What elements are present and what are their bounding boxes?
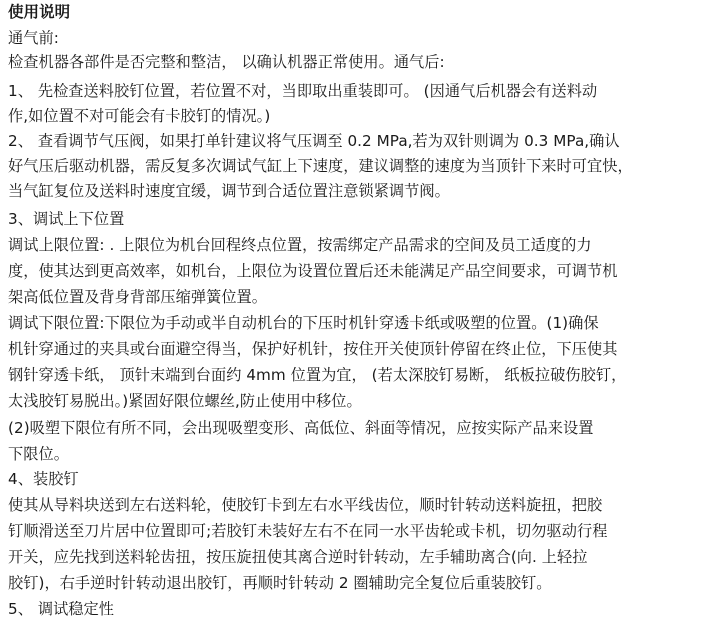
paragraph-line: 调试上限位置: . 上限位为机台回程终点位置，按需绑定产品需求的空间及员工适度的力 bbox=[8, 236, 592, 254]
paragraph-line: 检查机器各部件是否完整和整洁， 以确认机器正常使用。通气后: bbox=[8, 53, 445, 71]
section-heading: 4、装胶钉 bbox=[8, 470, 79, 488]
paragraph-line: 钢针穿透卡纸， 顶针末端到台面约 4mm 位置为宜， (若太深胶钉易断， 纸板拉破伤胶钉， bbox=[8, 366, 627, 384]
paragraph-line: 下限位。 bbox=[8, 445, 69, 463]
paragraph-line: 好气压后驱动机器，需反复多次调试气缸上下速度，建议调整的速度为当顶针下来时可宜快， bbox=[8, 157, 633, 175]
paragraph-line: 开关，应先找到送料轮齿扭，按压旋扭使其离合逆时针转动，左手辅助离合(向. 上轻拉 bbox=[8, 548, 588, 566]
paragraph-line: 机针穿通过的夹具或台面避空得当，保护好机针，按住开关使顶针停留在终止位，下压使其 bbox=[8, 340, 618, 358]
paragraph-line: 1、 先检查送料胶钉位置，若位置不对，当即取出重装即可。 (因通气后机器会有送料动 bbox=[8, 82, 598, 100]
paragraph-line: 度，使其达到更高效率，如机台，上限位为设置位置后还未能满足产品空间要求，可调节机 bbox=[8, 262, 618, 280]
section-heading: 3、调试上下位置 bbox=[8, 210, 125, 228]
paragraph-line: 当气缸复位及送料时速度宜缓，调节到合适位置注意锁紧调节阀。 bbox=[8, 182, 450, 200]
paragraph-line: 作,如位置不对可能会有卡胶钉的情况。) bbox=[8, 107, 271, 125]
paragraph-line: 太浅胶钉易脱出。)紧固好限位螺丝,防止使用中移位。 bbox=[8, 392, 362, 410]
paragraph-line: 架高低位置及背身背部压缩弹簧位置。 bbox=[8, 288, 268, 306]
paragraph-line: (2)吸塑下限位有所不同，会出现吸塑变形、高低位、斜面等情况，应按实际产品来设置 bbox=[8, 419, 594, 437]
paragraph-line: 使其从导料块送到左右送料轮，使胶钉卡到左右水平线齿位，顺时针转动送料旋扭，把胶 bbox=[8, 496, 603, 514]
section-heading: 5、 调试稳定性 bbox=[8, 600, 115, 618]
document-title: 使用说明 bbox=[8, 3, 71, 21]
paragraph-line: 钉顺滑送至刀片居中位置即可;若胶钉未装好左右不在同一水平齿轮或卡机，切勿驱动行程 bbox=[8, 522, 608, 540]
paragraph-line: 2、 查看调节气压阀，如果打单针建议将气压调至 0.2 MPa,若为双针则调为 0.3 MPa,确认 bbox=[8, 132, 620, 150]
paragraph-line: 调试下限位置:下限位为手动或半自动机台的下压时机针穿透卡纸或吸塑的位置。(1)确保 bbox=[8, 314, 599, 332]
paragraph-line: 胶钉)，右手逆时针转动退出胶钉，再顺时针转动 2 圈辅助完全复位后重装胶钉。 bbox=[8, 574, 552, 592]
paragraph-line: 通气前: bbox=[8, 29, 59, 47]
